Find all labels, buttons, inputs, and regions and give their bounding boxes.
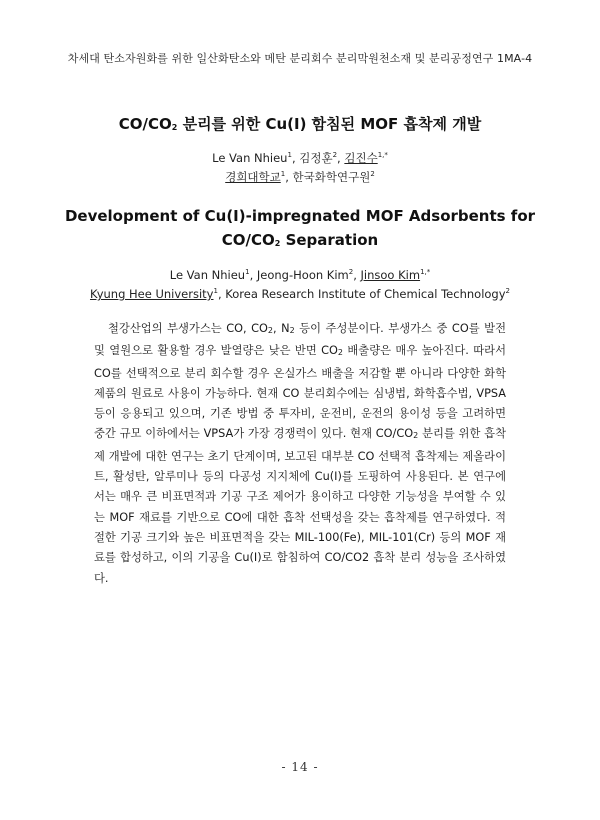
affiliation-name: Kyung Hee University xyxy=(89,287,214,301)
authors-korean: Le Van Nhieu$^1$, 김정훈$^2$, 김진수$^{1,*}$ xyxy=(212,151,388,165)
affiliations-korean: 경희대학교$^1$, 한국화학연구원$^2$ xyxy=(225,170,375,184)
affiliation-name: 한국화학연구원 xyxy=(292,170,371,184)
page-number: - 14 - xyxy=(281,760,319,774)
author-name: Le Van Nhieu xyxy=(169,268,246,282)
affiliations-english: Kyung Hee University$^1$, Korea Research Institute of Chemical Technology$^2$ xyxy=(89,287,510,301)
corresponding-author-name: Jinsoo Kim xyxy=(360,268,421,282)
author-name: 김정훈 xyxy=(299,151,333,165)
title-english: Development of Cu(I)-impregnated MOF Adsorbents for $CO/CO_2$ Separation xyxy=(64,207,536,249)
affiliation-name: 경희대학교 xyxy=(225,170,281,184)
abstract-body: 철강산업의 부생가스는 CO, $CO_2$, $N_2$ 등이 주성분이다. 부생가스 중 CO를 발전 및 열원으로 활용할 경우 발열량은 낮은 반면 $CO_2$ 배출량은 매우 높아진다. 따라서 CO를 선택적으로 분리 회수할 경우 온실가스 배출을 저감할 뿐 아니라 다양한 화학제품의 원료로 사용이 가능하다. 현재 CO 분리회수에는 심냉법, 화학흡수법, VPSA 등이 응용되고 있으며, 기존 방법 중 투자비, 운전비, 운전의 용이성 등을 고려하면 중간 규모 이하에서는 VPSA가 가장 경쟁력이 있다. 현재 $CO/CO_2$ 분리를 위한 흡착제 개발에 대한 연구는 초기 단계이며, 보고된 대부분 CO 선택적 흡착제는 제올라이트, 활성탄, 알루미나 등의 다공성 지지체에 Cu(I)를 도핑하여 사용된다. 본 연구에서는 매우 큰 비표면적과 기공 구조 제어가 용이하고 다양한 기능성을 부여할 수 있는 MOF 재료를 기반으로 CO에 대한 흡착 선택성을 갖는 흡착제를 연구하였다. 적절한 기공 크기와 높은 비표면적을 갖는 MIL-100(Fe), MIL-101(Cr) 등의 MOF 재료를 합성하고, 이의 기공을 Cu(I)로 함침하여 CO/CO2 흡착 분리 성능을 조사하였다. xyxy=(94,322,506,585)
author-name: Le Van Nhieu xyxy=(212,151,288,165)
affiliation-name: Korea Research Institute of Chemical Technology xyxy=(225,287,506,301)
corresponding-author-name: 김진수 xyxy=(344,151,378,165)
title-korean: $CO/CO_2$ 분리를 위한 Cu(I) 함침된 MOF 흡착제 개발 xyxy=(118,115,482,133)
running-header: 차세대 탄소자원화를 위한 일산화탄소와 메탄 분리회수 분리막원천소재 및 분리공정연구 1MA-4 xyxy=(67,52,533,65)
author-name: Jeong-Hoon Kim xyxy=(256,268,349,282)
authors-english: Le Van Nhieu$^1$, Jeong-Hoon Kim$^2$, Jinsoo Kim$^{1,*}$ xyxy=(169,268,431,282)
